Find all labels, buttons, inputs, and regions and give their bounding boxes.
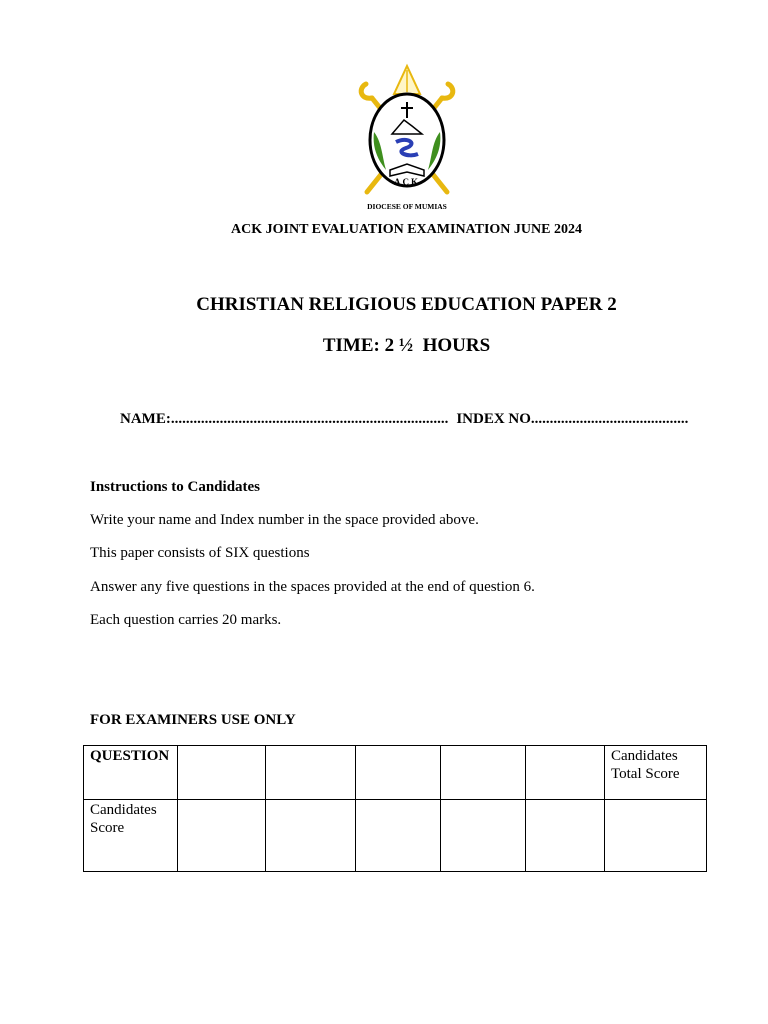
question-number-cell[interactable] [441, 746, 526, 800]
instruction-item: Write your name and Index number in the space provided above. [90, 512, 479, 528]
paper-title: CHRISTIAN RELIGIOUS EDUCATION PAPER 2 [196, 294, 617, 315]
examiners-score-table [83, 745, 707, 872]
name-field[interactable]: NAME:.......................................................................... [120, 411, 449, 427]
question-number-cell[interactable] [356, 746, 441, 800]
logo-banner: DIOCESE OF MUMIAS [367, 202, 447, 211]
score-row [84, 800, 707, 872]
score-cell[interactable] [356, 800, 441, 872]
score-cell[interactable] [266, 800, 356, 872]
question-label-cell: QUESTION [84, 746, 178, 800]
total-score-label-cell: Candidates Total Score [605, 746, 707, 800]
question-number-cell[interactable] [178, 746, 266, 800]
instruction-item: Each question carries 20 marks. [90, 612, 282, 628]
instruction-item: Answer any five questions in the spaces provided at the end of question 6. [90, 579, 535, 595]
instruction-item: This paper consists of SIX questions [90, 545, 310, 561]
time-allowed: TIME: 2 ½ HOURS [322, 335, 491, 356]
index-number-field[interactable]: INDEX NO.......................................... [456, 411, 689, 427]
score-label-cell: Candidates Score [84, 800, 178, 872]
score-cell[interactable] [441, 800, 526, 872]
question-number-cell[interactable] [266, 746, 356, 800]
examiners-heading: FOR EXAMINERS USE ONLY [90, 712, 296, 728]
instructions-heading: Instructions to Candidates [90, 479, 261, 495]
total-score-cell[interactable] [605, 800, 707, 872]
candidate-details-line [120, 411, 688, 428]
question-row [84, 746, 707, 800]
score-cell[interactable] [526, 800, 605, 872]
score-cell[interactable] [178, 800, 266, 872]
question-number-cell[interactable] [526, 746, 605, 800]
logo-monogram: ACK [394, 177, 420, 187]
diocese-crest-logo [352, 62, 462, 212]
exam-heading: ACK JOINT EVALUATION EXAMINATION JUNE 2024 [231, 222, 582, 237]
